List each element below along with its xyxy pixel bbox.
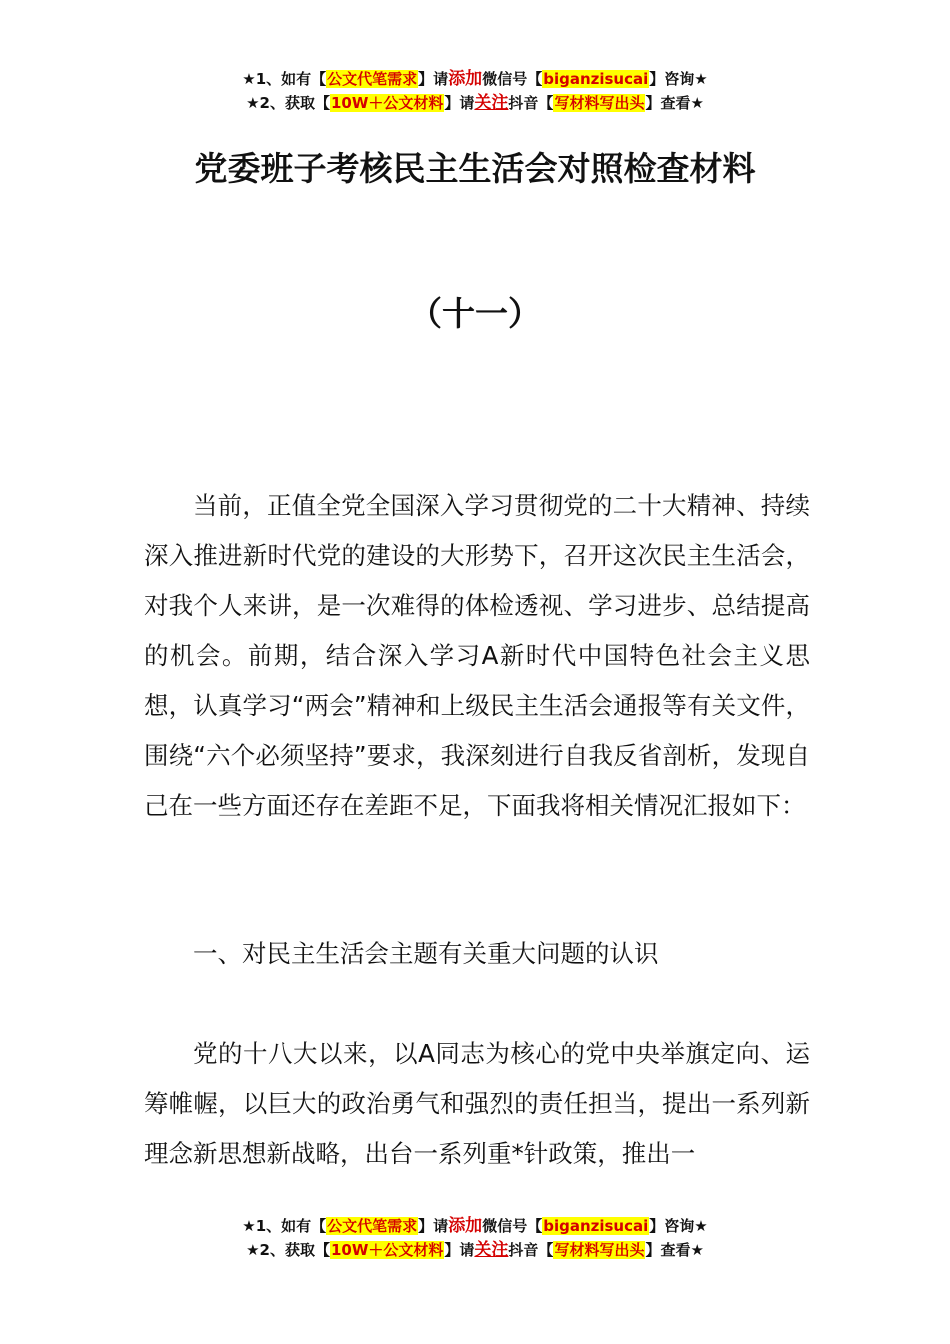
banner-line-2-mid: 】请: [444, 94, 475, 112]
footer-highlight-wechat-id: biganzisucai: [543, 1217, 649, 1235]
banner-highlight-materials: 10W＋公文材料: [330, 94, 444, 112]
banner-line-1-suffix: 】咨询★: [649, 70, 708, 88]
footer-highlight-materials: 10W＋公文材料: [330, 1241, 444, 1259]
banner-line-1-mid: 】请: [418, 70, 449, 88]
document-subtitle: （十一）: [409, 294, 541, 333]
footer-highlight-service: 公文代笔需求: [327, 1217, 418, 1235]
banner-line-2-suffix: 】查看★: [645, 94, 704, 112]
banner-line-2: [0, 91, 950, 115]
banner-emphasis-follow: 关注: [474, 93, 509, 113]
footer-line-2-prefix: ★2、获取【: [246, 1241, 330, 1259]
footer-line-1-suffix: 】咨询★: [649, 1217, 708, 1235]
footer-highlight-douyin: 写材料写出头: [554, 1241, 645, 1259]
footer-line-1-mid: 】请: [418, 1217, 449, 1235]
banner-emphasis-add: 添加: [448, 69, 483, 89]
banner-line-2-prefix: ★2、获取【: [246, 94, 330, 112]
banner-highlight-douyin: 写材料写出头: [554, 94, 645, 112]
footer-banner-line-1: [0, 1214, 950, 1238]
banner-line-1-prefix: ★1、如有【: [242, 70, 327, 88]
footer-line-2-suffix: 】查看★: [645, 1241, 704, 1259]
document-title: 党委班子考核民主生活会对照检查材料: [194, 149, 756, 188]
footer-line-2-mid2: 抖音【: [508, 1241, 554, 1259]
banner-line-1: [0, 67, 950, 91]
footer-banner-line-2: [0, 1238, 950, 1262]
footer-emphasis-follow: 关注: [474, 1240, 509, 1260]
footer-line-1-prefix: ★1、如有【: [242, 1217, 327, 1235]
section-1-paragraph: 党的十八大以来，以A同志为核心的党中央举旗定向、运筹帷幄，以巨大的政治勇气和强烈的责任担当，提出一系列新理念新思想新战略，出台一系列重*针政策，推出一: [144, 1039, 810, 1168]
footer-line-2-mid: 】请: [444, 1241, 475, 1259]
footer-banner: [0, 1214, 950, 1262]
footer-line-1-mid2: 微信号【: [482, 1217, 543, 1235]
banner-line-2-mid2: 抖音【: [508, 94, 554, 112]
intro-paragraph: 当前，正值全党全国深入学习贯彻党的二十大精神、持续深入推进新时代党的建设的大形势下，召开这次民主生活会，对我个人来讲，是一次难得的体检透视、学习进步、总结提高的机会。前期，结合深入学习A新时代中国特色社会主义思想，认真学习“两会”精神和上级民主生活会通报等有关文件，围绕“六个必须坚持”要求，我深刻进行自我反省剖析，发现自己在一些方面还存在差距不足，下面我将相关情况汇报如下：: [144, 491, 810, 820]
footer-emphasis-add: 添加: [448, 1216, 483, 1236]
header-banner: [0, 67, 950, 115]
section-heading-1: 一、对民主生活会主题有关重大问题的认识: [193, 939, 659, 968]
banner-highlight-wechat-id: biganzisucai: [543, 70, 649, 88]
banner-line-1-mid2: 微信号【: [482, 70, 543, 88]
banner-highlight-service: 公文代笔需求: [327, 70, 418, 88]
